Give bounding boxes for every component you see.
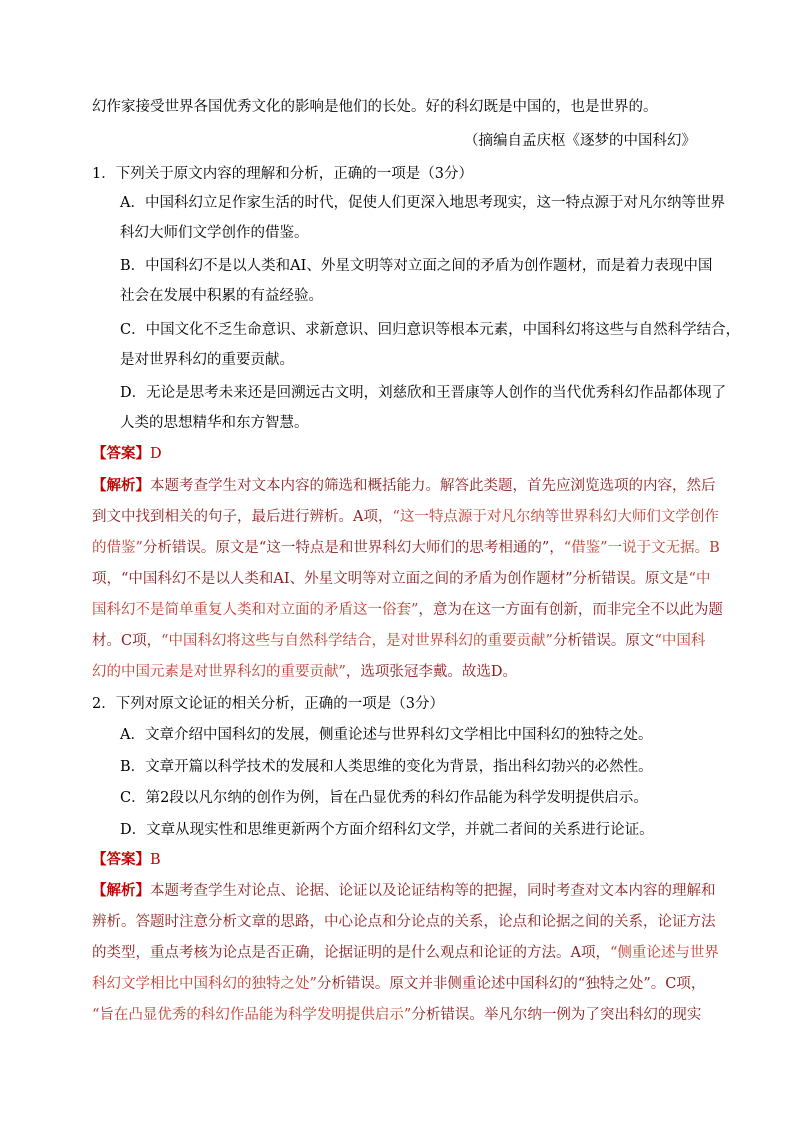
answer-label: 【答案】 bbox=[92, 851, 150, 868]
analysis-text: 分析错误。原文并非侧重论述中国科幻的“独特之处”。C项， bbox=[316, 976, 706, 992]
q1-analysis-line-2 bbox=[92, 507, 719, 527]
q1-option-a-cont: 科幻大师们文学创作的借鉴。 bbox=[120, 225, 309, 241]
analysis-quote: “借鉴”一说于文无据。B bbox=[563, 540, 720, 556]
question-1-stem: 1．下列关于原文内容的理解和分析，正确的一项是（3分） bbox=[92, 166, 473, 182]
analysis-text: 分析错误。举凡尔纳一例为了突出科幻的现实 bbox=[411, 1007, 702, 1023]
q2-option-a: A．文章介绍中国科幻的发展，侧重论述与世界科幻文学相比中国科幻的独特之处。 bbox=[120, 727, 653, 743]
q2-analysis-line-2 bbox=[92, 912, 716, 932]
analysis-text: 材。C项， bbox=[92, 633, 162, 649]
analysis-text: 的类型，重点考核为论点是否正确，论据证明的是什么观点和论证的方法。A项， bbox=[92, 945, 610, 961]
q2-analysis-line-1 bbox=[92, 881, 716, 901]
q2-analysis-line-3 bbox=[92, 943, 719, 963]
analysis-text: 本题考查学生对文本内容的筛选和概括能力。解答此类题，首先应浏览选项的内容，然后 bbox=[150, 478, 716, 494]
q2-analysis-line-4 bbox=[92, 974, 712, 994]
analysis-text: 项，“中国科幻不是以人类和AI、外星文明等对立面之间的矛盾为创作题材”分析错误。原文是 bbox=[92, 571, 689, 587]
q1-analysis-line-3 bbox=[92, 538, 720, 558]
question-2-stem: 2．下列对原文论证的相关分析，正确的一项是（3分） bbox=[92, 696, 444, 712]
q1-option-b: B．中国科幻不是以人类和AI、外星文明等对立面之间的矛盾为创作题材，而是着力表现中国 bbox=[120, 258, 713, 274]
q2-analysis-line-5 bbox=[92, 1005, 712, 1025]
analysis-quote: “中国科 bbox=[654, 633, 706, 649]
analysis-quote: “侧重论述与世界 bbox=[609, 945, 719, 961]
intro-text: 幻作家接受世界各国优秀文化的影响是他们的长处。好的科幻既是中国的，也是世界的。 bbox=[92, 99, 658, 115]
analysis-quote: “中国科幻将这些与自然科学结合，是对世界科幻的重要贡献” bbox=[161, 633, 553, 649]
analysis-text: 分析错误。原文是“这一特点是和世界科幻大师们的思考相通的”， bbox=[142, 540, 564, 556]
q2-option-b: B．文章开篇以科学技术的发展和人类思维的变化为背景，指出科幻勃兴的必然性。 bbox=[120, 759, 653, 775]
answer-value: D bbox=[150, 446, 162, 462]
analysis-text: 分析错误。原文 bbox=[552, 633, 655, 649]
analysis-text: 到文中找到相关的句子，最后进行辨析。A项， bbox=[92, 509, 393, 525]
q1-option-d: D．无论是思考未来还是回溯远古文明，刘慈欣和王晋康等人创作的当代优秀科幻作品都体现了 bbox=[120, 385, 727, 401]
q1-analysis-line-5 bbox=[92, 600, 723, 620]
analysis-quote: 幻的中国元素是对世界科幻的重要贡献” bbox=[92, 664, 346, 680]
analysis-quote: 科幻文学相比中国科幻的独特之处” bbox=[92, 976, 317, 992]
q2-option-d: D．文章从现实性和思维更新两个方面介绍科幻文学，并就二者间的关系进行论证。 bbox=[120, 822, 654, 838]
analysis-quote: 国科幻不是简单重复人类和对立面的矛盾这一俗套” bbox=[92, 602, 419, 618]
q1-option-a: A．中国科幻立足作家生活的时代，促使人们更深入地思考现实，这一特点源于对凡尔纳等世界 bbox=[120, 195, 725, 211]
analysis-label: 【解析】 bbox=[92, 477, 150, 494]
source-citation: （摘编自孟庆枢《逐梦的中国科幻》 bbox=[464, 133, 696, 149]
analysis-text: 本题考查学生对论点、论据、论证以及论证结构等的把握，同时考查对文本内容的理解和 bbox=[150, 883, 716, 899]
q1-analysis-line-7 bbox=[92, 662, 712, 682]
q2-answer bbox=[92, 850, 712, 870]
analysis-text: 辨析。答题时注意分析文章的思路，中心论点和分论点的关系，论点和论据之间的关系，论证方法 bbox=[92, 914, 716, 930]
analysis-quote: “这一特点源于对凡尔纳等世界科幻大师们文学创作 bbox=[392, 509, 719, 525]
answer-label: 【答案】 bbox=[92, 445, 150, 462]
q1-analysis-line-4 bbox=[92, 569, 712, 589]
q1-analysis-line-6 bbox=[92, 631, 712, 651]
analysis-quote: “中 bbox=[688, 571, 711, 587]
analysis-text: ，选项张冠李戴。故选D。 bbox=[345, 664, 518, 680]
answer-value: B bbox=[150, 852, 161, 868]
analysis-text: ，意为在这一方面有创新，而非完全不以此为题 bbox=[418, 602, 723, 618]
q1-option-b-cont: 社会在发展中积累的有益经验。 bbox=[120, 288, 323, 304]
analysis-quote: 的借鉴” bbox=[92, 540, 143, 556]
q1-option-d-cont: 人类的思想精华和东方智慧。 bbox=[120, 415, 309, 431]
q1-option-c-cont: 是对世界科幻的重要贡献。 bbox=[120, 352, 294, 368]
q1-answer bbox=[92, 444, 712, 464]
q1-option-c: C．中国文化不乏生命意识、求新意识、回归意识等根本元素，中国科幻将这些与自然科学结合， bbox=[120, 322, 741, 338]
q1-analysis-line-1 bbox=[92, 476, 716, 496]
analysis-quote: “旨在凸显优秀的科幻作品能为科学发明提供启示” bbox=[92, 1007, 412, 1023]
analysis-label: 【解析】 bbox=[92, 882, 150, 899]
q2-option-c: C．第2段以凡尔纳的创作为例，旨在凸显优秀的科幻作品能为科学发明提供启示。 bbox=[120, 790, 648, 806]
